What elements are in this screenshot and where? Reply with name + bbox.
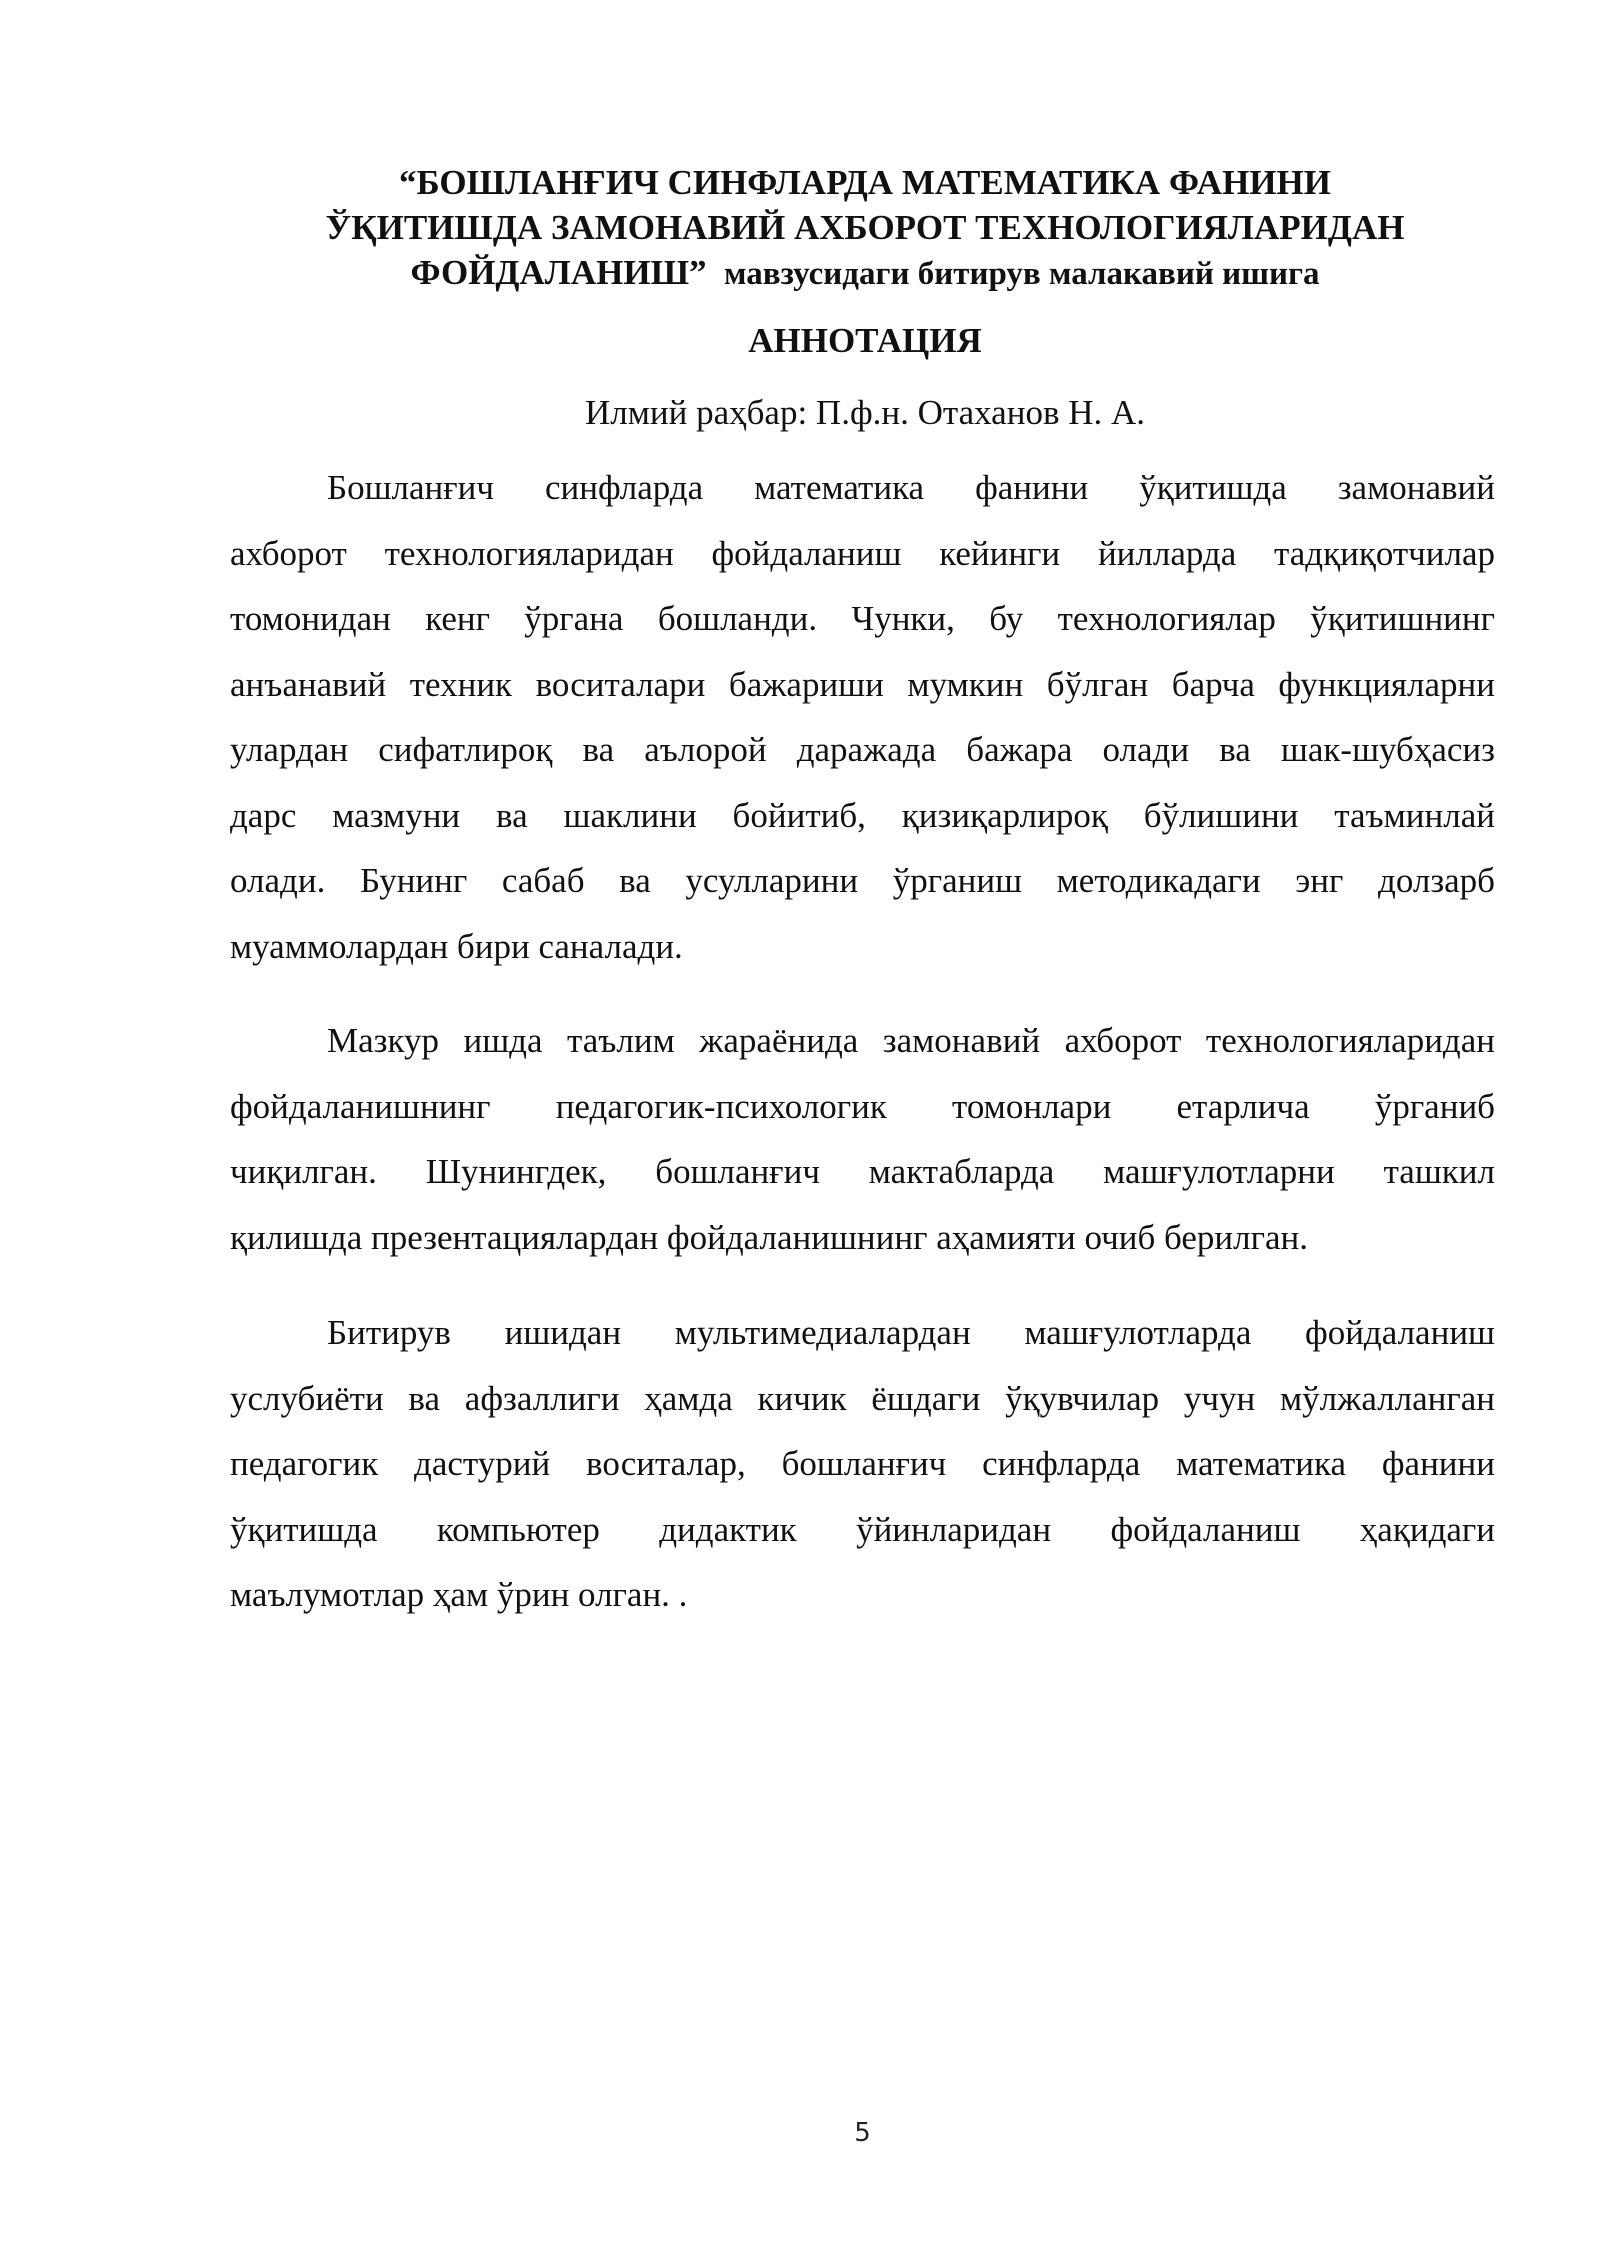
thesis-title: [230, 160, 1500, 297]
title-line-3-main: ФОЙДАЛАНИШ”: [410, 253, 707, 292]
paragraph-line: услубиёти ва афзаллиги ҳамда кичик ёшдаги ўқувчилар учун мўлжалланган: [230, 1378, 1495, 1418]
paragraph-line: Битирув ишидан мультимедиалардан машғулотларда фойдаланиш: [327, 1313, 1495, 1352]
supervisor-line: Илмий раҳбар: П.ф.н. Отаханов Н. А.: [584, 393, 1146, 432]
title-line-2: ЎҚИТИШДА ЗАМОНАВИЙ АХБОРОТ ТЕХНОЛОГИЯЛАРИДАН: [325, 208, 1405, 247]
paragraph-line: педагогик дастурий воситалар, бошланғич синфларда математика фанини: [230, 1444, 1495, 1483]
title-line-3: [230, 250, 1500, 297]
paragraph-line: томонидан кенг ўргана бошланди. Чунки, бу технологиялар ўқитишнинг: [230, 599, 1495, 638]
paragraph-line: маълумотлар ҳам ўрин олган. .: [230, 1575, 688, 1614]
paragraph-line: қилишда презентациялардан фойдаланишнинг аҳамияти очиб берилган.: [230, 1217, 1308, 1257]
paragraph-2: [230, 1008, 1495, 1270]
title-subtitle: мавзусидаги битирув малакавий ишига: [724, 256, 1320, 292]
page-number: 5: [854, 2118, 871, 2148]
paragraph-line: олади. Бунинг сабаб ва усулларини ўрганиш методикадаги энг долзарб: [230, 861, 1495, 900]
annotation-heading: АННОТАЦИЯ: [748, 321, 982, 360]
title-line-1: “БОШЛАНҒИЧ СИНФЛАРДА МАТЕМАТИКА ФАНИНИ: [399, 163, 1331, 202]
paragraph-line: ўқитишда компьютер дидактик ўйинларидан фойдаланиш ҳақидаги: [230, 1509, 1495, 1549]
paragraph-line: улардан сифатлироқ ва аълорой даражада бажара олади ва шак-шубҳасиз: [230, 730, 1495, 769]
paragraph-line: чиқилган. Шунингдек, бошланғич мактабларда машғулотларни ташкил: [230, 1152, 1495, 1191]
paragraph-line: Мазкур ишда таълим жараёнида замонавий ахборот технологияларидан: [327, 1021, 1495, 1060]
paragraph-line: ахборот технологияларидан фойдаланиш кейинги йилларда тадқиқотчилар: [230, 533, 1495, 573]
paragraph-line: Бошланғич синфларда математика фанини ўқитишда замонавий: [327, 468, 1495, 507]
paragraph-1: [230, 455, 1495, 979]
paragraph-line: фойдаланишнинг педагогик-психологик томонлари етарлича ўрганиб: [230, 1086, 1495, 1126]
paragraph-line: муаммолардан бири саналади.: [230, 926, 683, 966]
paragraph-line: анъанавий техник воситалари бажариши мумкин бўлган барча функцияларни: [230, 664, 1495, 704]
paragraph-line: дарс мазмуни ва шаклини бойитиб, қизиқарлироқ бўлишини таъминлай: [230, 795, 1495, 835]
paragraph-3: [230, 1300, 1495, 1628]
